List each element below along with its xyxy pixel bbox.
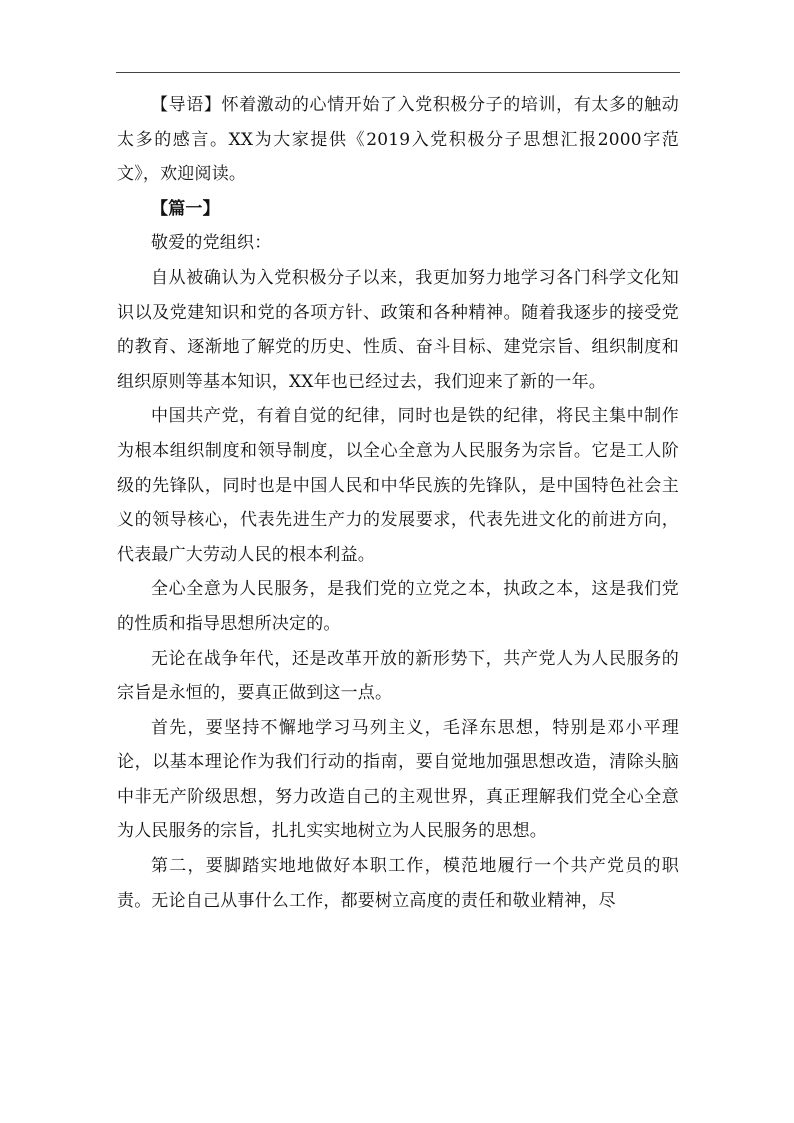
document-body [117, 88, 679, 918]
body-paragraph-6: 第二，要脚踏实地地做好本职工作，模范地履行一个共产党员的职责。无论自己从事什么工作，都要树立高度的责任和敬业精神，尽 [117, 856, 679, 911]
body-paragraph-3: 全心全意为人民服务，是我们党的立党之本，执政之本，这是我们党的性质和指导思想所决定的。 [117, 579, 679, 634]
body-paragraph-1: 自从被确认为入党积极分子以来，我更加努力地学习各门科学文化知识以及党建知识和党的各项方针、政策和各种精神。随着我逐步的接受党的教育、逐渐地了解党的历史、性质、奋斗目标、建党宗旨、组织制度和组织原则等基本知识，XX年也已经过去，我们迎来了新的一年。 [117, 267, 679, 392]
body-paragraph-4: 无论在战争年代，还是改革开放的新形势下，共产党人为人民服务的宗旨是永恒的，要真正做到这一点。 [117, 648, 679, 704]
salutation: 敬爱的党组织： [151, 233, 272, 254]
body-paragraph-2: 中国共产党，有着自觉的纪律，同时也是铁的纪律，将民主集中制作为根本组织制度和领导制度，以全心全意为人民服务为宗旨。它是工人阶级的先锋队，同时也是中国人民和中华民族的先锋队，是中国特色社会主义的领导核心，代表先进生产力的发展要求，代表先进文化的前进方向，代表最广大劳动人民的根本利益。 [117, 406, 679, 565]
body-paragraph-5: 首先，要坚持不懈地学习马列主义，毛泽东思想，特别是邓小平理论，以基本理论作为我们行动的指南，要自觉地加强思想改造，清除头脑中非无产阶级思想，努力改造自己的主观世界，真正理解我们党全心全意为人民服务的宗旨，扎扎实实地树立为人民服务的思想。 [117, 717, 679, 842]
intro-paragraph: 【导语】怀着激动的心情开始了入党积极分子的培训，有太多的触动太多的感言。XX为大家提供《2019入党积极分子思想汇报2000字范文》，欢迎阅读。 [117, 95, 679, 185]
section-heading: 【篇一】 [151, 198, 220, 219]
header-rule [116, 72, 680, 73]
